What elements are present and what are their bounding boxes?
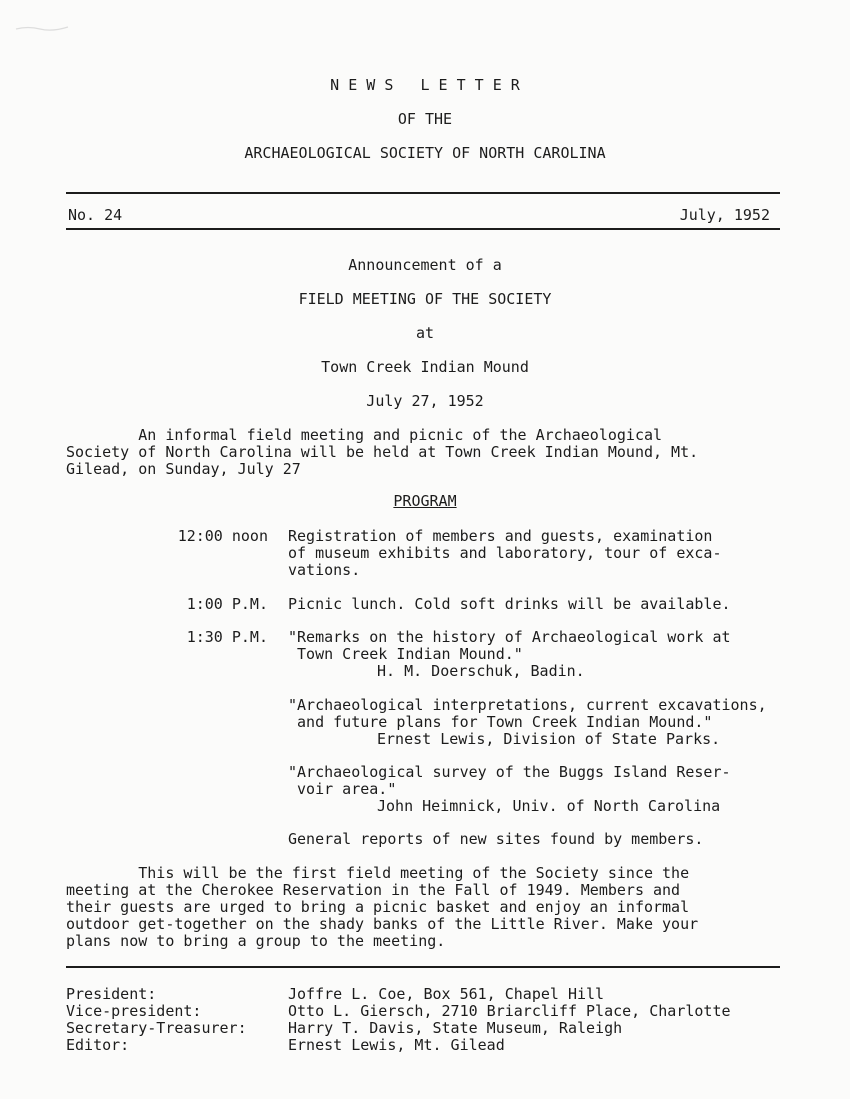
program-line: Registration of members and guests, examination <box>288 527 713 545</box>
pencil-mark-icon <box>14 24 70 32</box>
society-name: ARCHAEOLOGICAL SOCIETY OF NORTH CAROLINA <box>244 144 606 162</box>
program-time: 1:30 P.M. <box>186 628 268 646</box>
officer-name: Otto L. Giersch, 2710 Briarcliff Place, Charlotte <box>288 1002 731 1020</box>
officer-name: Joffre L. Coe, Box 561, Chapel Hill <box>288 985 605 1003</box>
intro-line: Gilead, on Sunday, July 27 <box>66 460 301 478</box>
closing-paragraph <box>66 865 786 950</box>
talk-description <box>288 764 798 815</box>
newsletter-of-the: OF THE <box>397 110 453 128</box>
officer-role: Vice-president: <box>66 1002 202 1020</box>
newsletter-title: N E W S L E T T E R <box>330 76 520 94</box>
officer-name: Ernest Lewis, Mt. Gilead <box>288 1036 505 1054</box>
program-description <box>288 596 798 613</box>
announcement-date: July 27, 1952 <box>366 392 484 410</box>
program-speaker: H. M. Doerschuk, Badin. <box>377 662 585 680</box>
talk-line: voir area." <box>288 780 397 798</box>
officer-name: Harry T. Davis, State Museum, Raleigh <box>288 1019 623 1037</box>
issue-number: No. 24 <box>68 206 123 224</box>
talk-speaker: Ernest Lewis, Division of State Parks. <box>377 730 721 748</box>
talk-line: "Archaeological interpretations, current excavations, <box>288 696 767 714</box>
program-time: 1:00 P.M. <box>186 595 268 613</box>
program-description <box>288 528 798 579</box>
closing-line: outdoor get-together on the shady banks of the Little River. Make your <box>66 915 699 933</box>
program-time: 12:00 noon <box>177 527 268 545</box>
closing-line: meeting at the Cherokee Reservation in the Fall of 1949. Members and <box>66 881 681 899</box>
closing-line: plans now to bring a group to the meeting. <box>66 932 446 950</box>
issue-date: July, 1952 <box>679 206 770 224</box>
talk-description <box>288 697 798 748</box>
talk-speaker: John Heimnick, Univ. of North Carolina <box>377 797 721 815</box>
officer-role: Secretary-Treasurer: <box>66 1019 247 1037</box>
intro-line: An informal field meeting and picnic of the Archaeological <box>66 426 663 444</box>
talk-line: and future plans for Town Creek Indian Mound." <box>288 713 713 731</box>
program-line: Picnic lunch. Cold soft drinks will be available. <box>288 595 731 613</box>
program-line: of museum exhibits and laboratory, tour of exca- <box>288 544 722 562</box>
announcement-at: at <box>415 324 435 342</box>
issue-rule <box>66 228 780 230</box>
general-reports <box>288 831 798 848</box>
closing-line: This will be the first field meeting of the Society since the <box>66 864 690 882</box>
officer-role: Editor: <box>66 1036 130 1054</box>
announcement-location: Town Creek Indian Mound <box>321 358 529 376</box>
officers-rule <box>66 966 780 968</box>
program-line: Town Creek Indian Mound." <box>288 645 523 663</box>
program-description <box>288 629 798 680</box>
top-rule <box>66 192 780 194</box>
program-heading: PROGRAM <box>393 492 457 510</box>
program-line: vations. <box>288 561 361 579</box>
general-reports-line: General reports of new sites found by members. <box>288 830 704 848</box>
talk-line: "Archaeological survey of the Buggs Island Reser- <box>288 763 731 781</box>
officer-role: President: <box>66 985 157 1003</box>
announcement-line-1: Announcement of a <box>348 256 502 274</box>
closing-line: their guests are urged to bring a picnic basket and enjoy an informal <box>66 898 690 916</box>
announcement-heading: FIELD MEETING OF THE SOCIETY <box>298 290 552 308</box>
program-line: "Remarks on the history of Archaeological work at <box>288 628 731 646</box>
intro-paragraph <box>66 427 786 478</box>
intro-line: Society of North Carolina will be held at Town Creek Indian Mound, Mt. <box>66 443 699 461</box>
